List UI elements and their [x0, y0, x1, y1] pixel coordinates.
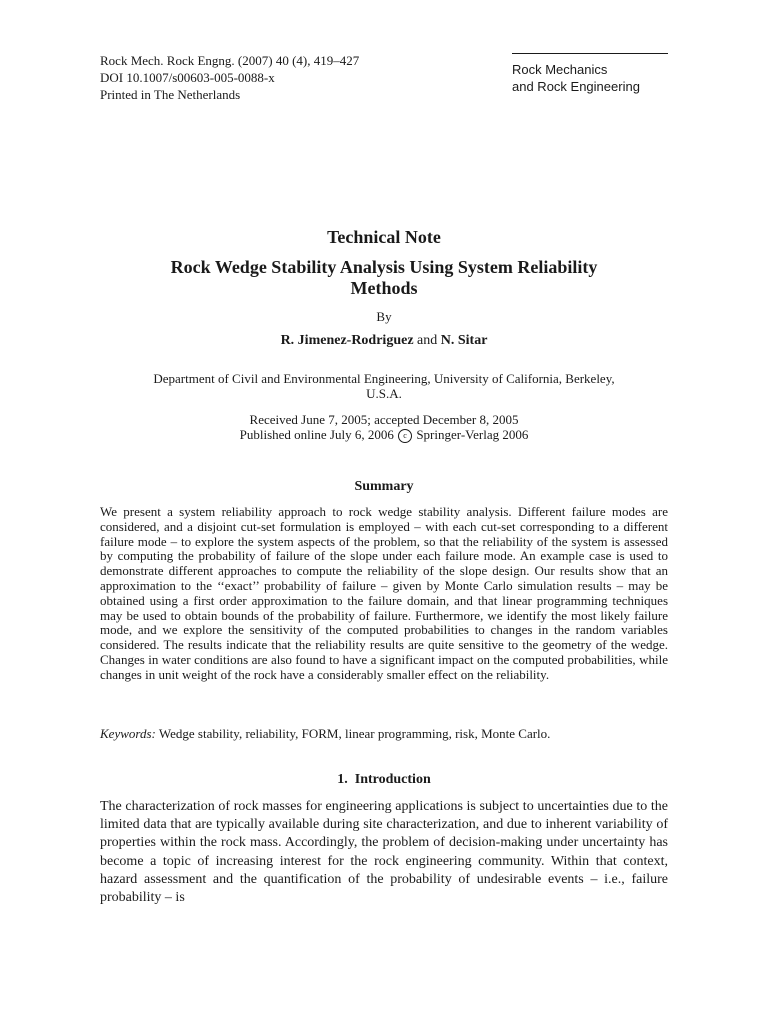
by-line: By: [376, 309, 392, 324]
affiliation: Department of Civil and Environmental Engineering, University of California, Berkeley, U.S.A.: [153, 371, 615, 401]
note-type-heading: Technical Note: [327, 227, 441, 247]
paper-title: Rock Wedge Stability Analysis Using System Reliability Methods: [170, 257, 598, 298]
author-name: R. Jimenez-Rodriguez: [280, 333, 414, 348]
summary-heading: Summary: [354, 479, 414, 494]
keywords-label: Keywords:: [100, 726, 156, 741]
journal-citation: Rock Mech. Rock Engng. (2007) 40 (4), 419–427: [100, 53, 360, 68]
printed-location: Printed in The Netherlands: [100, 87, 241, 102]
author-name: N. Sitar: [440, 333, 488, 348]
keywords-line: [100, 726, 668, 741]
author-line: [100, 333, 668, 349]
publisher: Springer-Verlag 2006: [416, 427, 529, 442]
received-date: Received June 7, 2005; accepted December 8, 2005: [249, 412, 519, 427]
published-line: [100, 427, 668, 443]
copyright-icon: c: [398, 429, 412, 443]
journal-name-line1: Rock Mechanics: [512, 62, 608, 77]
section-heading: 1. Introduction: [337, 772, 431, 787]
journal-citation-block: [100, 52, 359, 103]
journal-name-line2: and Rock Engineering: [512, 79, 640, 94]
keywords-list: Wedge stability, reliability, FORM, linear programming, risk, Monte Carlo.: [158, 726, 551, 741]
abstract-text: We present a system reliability approach to rock wedge stability analysis. Different failure modes are considered, and a disjoint cut-set formulation is employed – with each cut-set corresponding to a different failure mode – to explore the system aspects of the problem, so that the reliability of the system is assessed by computing the probability of failure of the slope under each failure mode. An example case is used to demonstrate different approaches to compute the reliability of the slope design. Our results show that an approximation to the ‘‘exact’’ probability of failure – given by Monte Carlo simulation results – may be obtained using a first order approximation to the failure domain, and that linear programming techniques may be used to obtain bounds of the probability of failure. Furthermore, we identify the most likely failure mode, and we explore the sensitivity of the computed probabilities to changes in the random variables considered. The results indicate that the reliability results are quite sensitive to the geometry of the wedge. Changes in water conditions are also found to have a significant impact on the computed probabilities, while changes in unit weight of the rock have a considerably smaller effect on the reliability.: [100, 504, 668, 682]
published-date: Published online July 6, 2006: [239, 427, 394, 442]
body-paragraph: The characterization of rock masses for engineering applications is subject to uncertainties due to the limited data that are typically available during site characterization, and due to inherent variability of properties within the rock mass. Accordingly, the problem of decision-making under uncertainty has become a topic of increasing interest for the rock engineering community. Within that context, hazard assessment and the quantification of the probability of undesirable events – i.e., failure probability – is: [100, 799, 668, 906]
journal-name-block: [512, 53, 668, 95]
doi-text: DOI 10.1007/s00603-005-0088-x: [100, 70, 275, 85]
author-conjunction: and: [417, 333, 438, 348]
publication-dates: [100, 412, 668, 443]
